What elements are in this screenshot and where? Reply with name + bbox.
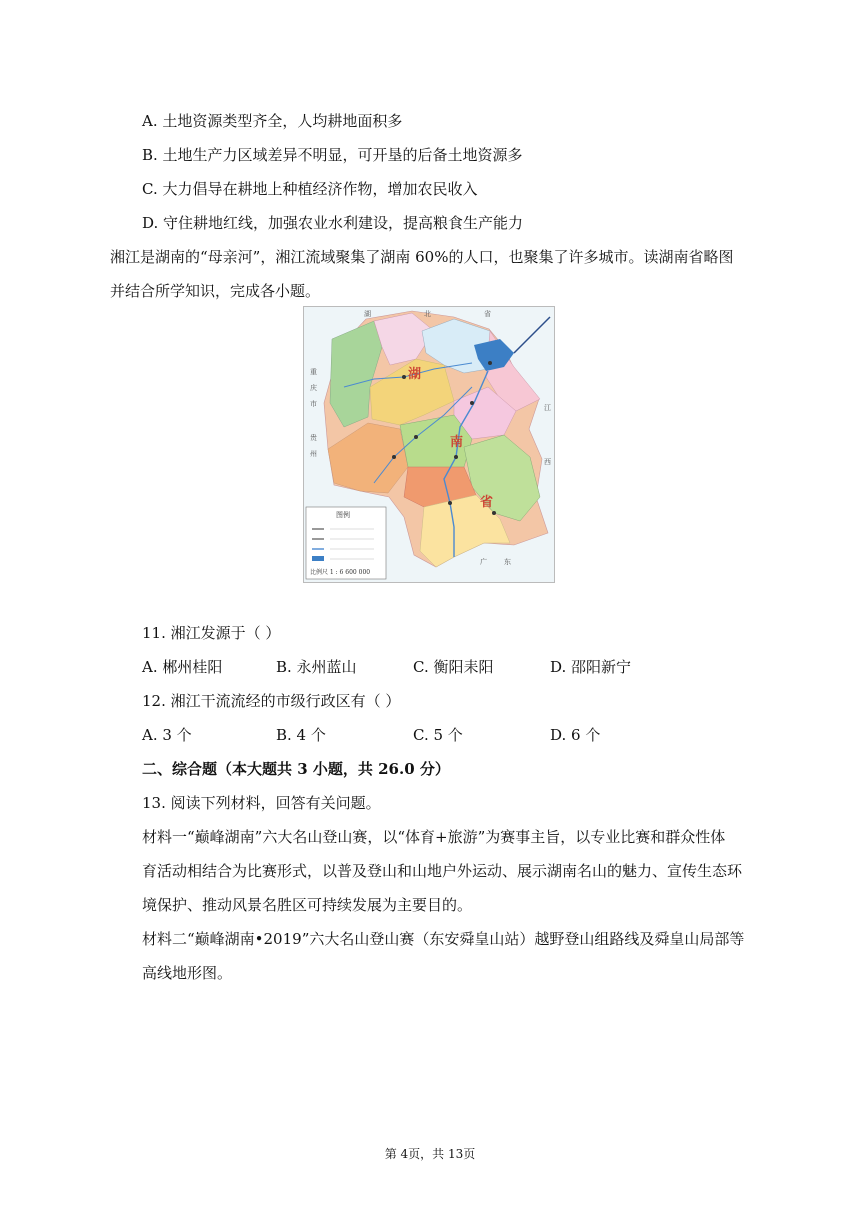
q11-option-d: D. 邵阳新宁 (550, 658, 632, 676)
map-neighbor-label: 西 (544, 458, 551, 466)
map-neighbor-label: 东 (504, 558, 511, 566)
map-neighbor-label: 重 (310, 368, 317, 376)
map-neighbor-label: 庆 (310, 384, 317, 392)
hunan-province-map (303, 306, 555, 583)
map-legend-title: 图例 (336, 511, 350, 519)
q12-option-b: B. 4 个 (276, 726, 326, 744)
q13-stem: 13. 阅读下列材料，回答有关问题。 (142, 794, 381, 812)
q12-stem: 12. 湘江干流流经的市级行政区有（ ） (142, 692, 401, 710)
q13-material1-line3: 境保护、推动风景名胜区可持续发展为主要目的。 (142, 896, 473, 914)
q13-material2-line1: 材料二“巅峰湖南•2019”六大名山登山赛（东安舜皇山站）越野登山组路线及舜皇山局部等 (142, 930, 745, 948)
map-legend-scale: 比例尺 1 : 6 600 000 (310, 569, 371, 576)
map-neighbor-label: 江 (544, 404, 551, 412)
q11-option-c: C. 衡阳耒阳 (413, 658, 494, 676)
map-neighbor-label: 市 (310, 400, 317, 408)
intro-line-2: 并结合所学知识，完成各小题。 (110, 282, 321, 300)
q10-option-c: C. 大力倡导在耕地上种植经济作物，增加农民收入 (142, 180, 478, 198)
map-neighbor-label: 广 (480, 558, 487, 566)
q12-option-d: D. 6 个 (550, 726, 601, 744)
q10-option-d: D. 守住耕地红线，加强农业水利建设，提高粮食生产能力 (142, 214, 524, 232)
q11-option-b: B. 永州蓝山 (276, 658, 357, 676)
page-footer: 第 4页，共 13页 (384, 1147, 476, 1161)
map-neighbor-label: 省 (484, 310, 491, 318)
map-label-sheng: 省 (480, 495, 494, 510)
map-neighbor-label: 贵 (310, 434, 317, 442)
intro-line-1: 湘江是湖南的“母亲河”，湘江流域聚集了湖南 60%的人口，也聚集了许多城市。读湖南省略图 (110, 248, 734, 266)
map-neighbor-label: 北 (424, 310, 431, 318)
map-neighbor-label: 州 (310, 450, 317, 458)
map-label-nan: 南 (450, 435, 464, 450)
q10-option-a: A. 土地资源类型齐全，人均耕地面积多 (142, 112, 403, 130)
q12-option-c: C. 5 个 (413, 726, 463, 744)
q13-material1-line1: 材料一“巅峰湖南”六大名山登山赛，以“体育+旅游”为赛事主旨，以专业比赛和群众性体 (142, 828, 726, 846)
map-label-hu: 湖 (408, 367, 422, 382)
q13-material1-line2: 育活动相结合为比赛形式，以普及登山和山地户外运动、展示湖南名山的魅力、宣传生态环 (142, 862, 743, 880)
q11-option-a: A. 郴州桂阳 (142, 658, 223, 676)
q10-option-b: B. 土地生产力区域差异不明显，可开垦的后备土地资源多 (142, 146, 523, 164)
map-neighbor-label: 湖 (364, 310, 371, 318)
section-heading: 二、综合题（本大题共 3 小题，共 26.0 分） (142, 760, 450, 778)
q13-material2-line2: 高线地形图。 (142, 964, 233, 982)
q11-stem: 11. 湘江发源于（ ） (142, 624, 281, 642)
q12-option-a: A. 3 个 (142, 726, 192, 744)
